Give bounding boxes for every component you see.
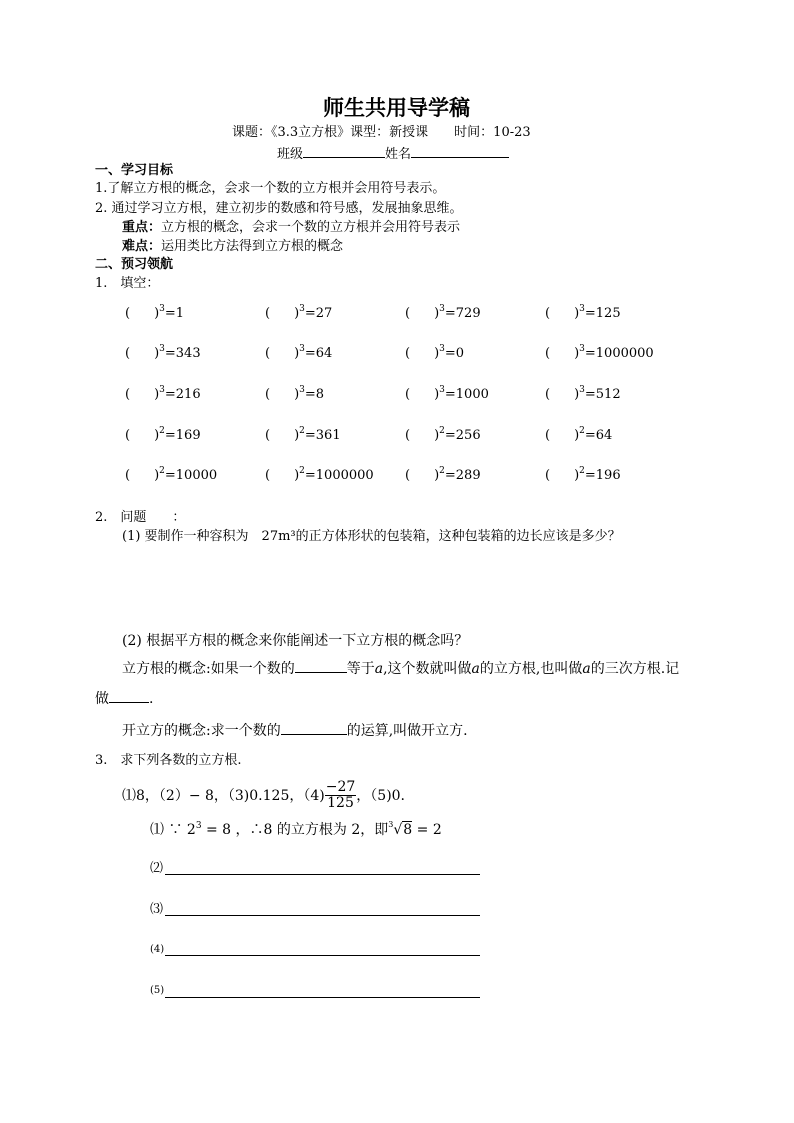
exponent: 3 (159, 385, 165, 395)
grid-cell[interactable] (405, 426, 481, 443)
open-paren: ( (265, 306, 271, 321)
q3-items (122, 780, 405, 812)
exponent: 3 (439, 385, 445, 395)
result-value: =169 (164, 428, 201, 443)
close-paren: ) (574, 468, 580, 483)
grid-cell[interactable] (265, 385, 325, 402)
result-value: =8 (304, 387, 325, 402)
sol1-part: = 8 ，∴8 的立方根为 2，即 (201, 822, 389, 838)
exponent: 2 (579, 426, 585, 436)
close-paren: ) (434, 428, 440, 443)
kai-part: 开立方的概念:求一个数的 (122, 723, 281, 739)
radicand: 8 (403, 822, 413, 838)
grid-cell[interactable] (405, 344, 465, 361)
exponent: 3 (159, 344, 165, 354)
grid-cell[interactable] (545, 426, 613, 443)
definition-continuation: 做 . (95, 691, 154, 707)
exponent: 2 (159, 466, 165, 476)
exponent: 3 (299, 385, 305, 395)
exponent: 3 (159, 304, 165, 314)
kai-part: 的运算,叫做开立方. (346, 723, 468, 739)
open-paren: ( (265, 428, 271, 443)
q2-label: 2. 问题 ： (95, 510, 186, 525)
close-paren: ) (294, 387, 300, 402)
answer-4-line[interactable] (165, 955, 480, 956)
q3-items-text: ，（5)0. (356, 787, 406, 804)
open-paren: ( (405, 306, 411, 321)
result-value: =1000 (444, 387, 489, 402)
close-paren: ) (294, 468, 300, 483)
difficulty-point (122, 240, 343, 253)
open-paren: ( (545, 346, 551, 361)
close-paren: ) (434, 306, 440, 321)
exponent: 2 (299, 426, 305, 436)
var-a: a (374, 661, 384, 677)
grid-cell[interactable] (545, 466, 621, 483)
answer-5-line[interactable] (165, 997, 480, 998)
open-paren: ( (545, 468, 551, 483)
q3-label: 3. 求下列各数的立方根. (95, 753, 242, 768)
grid-cell[interactable] (545, 385, 621, 402)
close-paren: ) (154, 468, 160, 483)
def-part: 的三次方根.记 (590, 661, 680, 677)
close-paren: ) (434, 387, 440, 402)
grid-cell[interactable] (265, 304, 333, 321)
result-value: =256 (444, 428, 481, 443)
class-name-line (277, 145, 509, 161)
close-paren: ) (574, 387, 580, 402)
grid-cell[interactable] (545, 344, 654, 361)
open-paren: ( (125, 468, 131, 483)
exponent: 2 (159, 426, 165, 436)
answer-2-label: ⑵ (150, 861, 164, 876)
open-paren: ( (405, 346, 411, 361)
difficulty-text: 运用类比方法得到立方根的概念 (161, 239, 344, 254)
result-value: =125 (584, 306, 621, 321)
key-text: 立方根的概念，会求一个数的立方根并会用符号表示 (161, 220, 461, 235)
class-label: 班级 (277, 147, 304, 162)
q2-sub2: (2) 根据平方根的概念来你能阐述一下立方根的概念吗？ (122, 633, 469, 649)
exponent: 3 (579, 304, 585, 314)
close-paren: ) (574, 306, 580, 321)
grid-cell[interactable] (265, 344, 333, 361)
grid-cell[interactable] (125, 426, 201, 443)
exponent: 2 (579, 466, 585, 476)
section1-heading: 一、学习目标 (95, 163, 174, 178)
open-paren: ( (265, 468, 271, 483)
sol1-part: = 2 (412, 822, 442, 838)
q2-sub1: (1) 要制作一种容积为 27m³的正方体形状的包装箱，这种包装箱的边长应该是多少？ (122, 529, 621, 544)
answer-5-label: (5) (150, 985, 165, 996)
result-value: =196 (584, 468, 621, 483)
result-value: =64 (584, 428, 613, 443)
var-a: a (582, 661, 591, 677)
exponent: 3 (579, 344, 585, 354)
result-value: =289 (444, 468, 481, 483)
answer-4-label: (4) (150, 944, 165, 955)
close-paren: ) (434, 468, 440, 483)
grid-cell[interactable] (265, 466, 374, 483)
answer-3-label: ⑶ (150, 902, 164, 917)
open-paren: ( (265, 387, 271, 402)
exponent: 3 (439, 304, 445, 314)
close-paren: ) (294, 428, 300, 443)
grid-cell[interactable] (545, 304, 621, 321)
grid-cell[interactable] (405, 304, 481, 321)
exponent: 3 (579, 385, 585, 395)
q1-label: 1. 填空： (95, 276, 160, 291)
open-paren: ( (405, 428, 411, 443)
result-value: =1000000 (584, 346, 654, 361)
close-paren: ) (154, 387, 160, 402)
grid-cell[interactable] (405, 466, 481, 483)
close-paren: ) (154, 306, 160, 321)
goal-2: 2. 通过学习立方根，建立初步的数感和符号感，发展抽象思维。 (95, 201, 463, 216)
def-part: 立方根的概念:如果一个数的 (122, 661, 295, 677)
answer-2-line[interactable] (165, 874, 480, 875)
close-paren: ) (294, 306, 300, 321)
result-value: =512 (584, 387, 621, 402)
open-paren: ( (125, 428, 131, 443)
exponent: 3 (439, 344, 445, 354)
def-part: 的立方根,也叫做 (479, 661, 583, 677)
result-value: =64 (304, 346, 333, 361)
close-paren: ) (154, 428, 160, 443)
class-blank[interactable] (303, 145, 385, 158)
open-paren: ( (125, 306, 131, 321)
close-paren: ) (434, 346, 440, 361)
grid-cell[interactable] (405, 385, 489, 402)
close-paren: ) (154, 346, 160, 361)
fraction-denominator: 125 (327, 795, 354, 812)
section2-heading: 二、预习领航 (95, 257, 174, 272)
result-value: =27 (304, 306, 333, 321)
extract-root-definition (122, 722, 468, 738)
solution-1 (150, 820, 442, 838)
cube-root-definition (122, 660, 679, 676)
goal-1: 1.了解立方根的概念，会求一个数的立方根并会用符号表示。 (95, 181, 446, 196)
result-value: =0 (444, 346, 465, 361)
grid-cell[interactable] (125, 344, 201, 361)
open-paren: ( (405, 387, 411, 402)
kai-blank[interactable] (281, 722, 347, 735)
key-point (122, 221, 460, 234)
sol1-part: ⑴ ∵ 2 (150, 822, 196, 838)
answer-3-line[interactable] (165, 915, 480, 916)
difficulty-label: 难点： (122, 239, 162, 254)
grid-cell[interactable] (125, 304, 185, 321)
result-value: =1 (164, 306, 185, 321)
result-value: =216 (164, 387, 201, 402)
open-paren: ( (545, 428, 551, 443)
name-label: 姓名 (385, 147, 412, 162)
exponent: 3 (299, 304, 305, 314)
close-paren: ) (294, 346, 300, 361)
close-paren: ) (574, 346, 580, 361)
def-part: 做 (95, 691, 109, 707)
def-part: ,这个数就叫做 (383, 661, 472, 677)
open-paren: ( (545, 387, 551, 402)
open-paren: ( (545, 306, 551, 321)
name-blank[interactable] (411, 145, 509, 158)
fraction-numerator: −27 (325, 779, 356, 795)
grid-cell[interactable] (125, 466, 218, 483)
exponent: 2 (439, 426, 445, 436)
exponent: 2 (299, 466, 305, 476)
key-label: 重点： (122, 220, 162, 235)
result-value: =361 (304, 428, 341, 443)
fraction (325, 780, 357, 812)
exponent: 3 (299, 344, 305, 354)
open-paren: ( (125, 346, 131, 361)
course-info: 课题：《3.3立方根》课型：新授课 时间：10-23 (232, 125, 531, 140)
result-value: =343 (164, 346, 201, 361)
q3-items-text: ⑴8，（2）− 8，（3)0.125，（4) (122, 787, 325, 804)
var-a: a (471, 661, 480, 677)
def-part: 等于 (346, 661, 375, 677)
exponent: 2 (439, 466, 445, 476)
radical-index: 3 (388, 820, 394, 829)
open-paren: ( (125, 387, 131, 402)
sol1-exponent: 3 (195, 821, 202, 831)
open-paren: ( (405, 468, 411, 483)
open-paren: ( (265, 346, 271, 361)
result-value: =1000000 (304, 468, 374, 483)
close-paren: ) (574, 428, 580, 443)
radical-sign-icon: √ (393, 822, 403, 838)
def-blank-2[interactable] (109, 690, 149, 703)
def-blank-1[interactable] (295, 660, 347, 673)
grid-cell[interactable] (125, 385, 201, 402)
page-title: 师生共用导学稿 (323, 96, 470, 120)
grid-cell[interactable] (265, 426, 341, 443)
result-value: =729 (444, 306, 481, 321)
result-value: =10000 (164, 468, 218, 483)
